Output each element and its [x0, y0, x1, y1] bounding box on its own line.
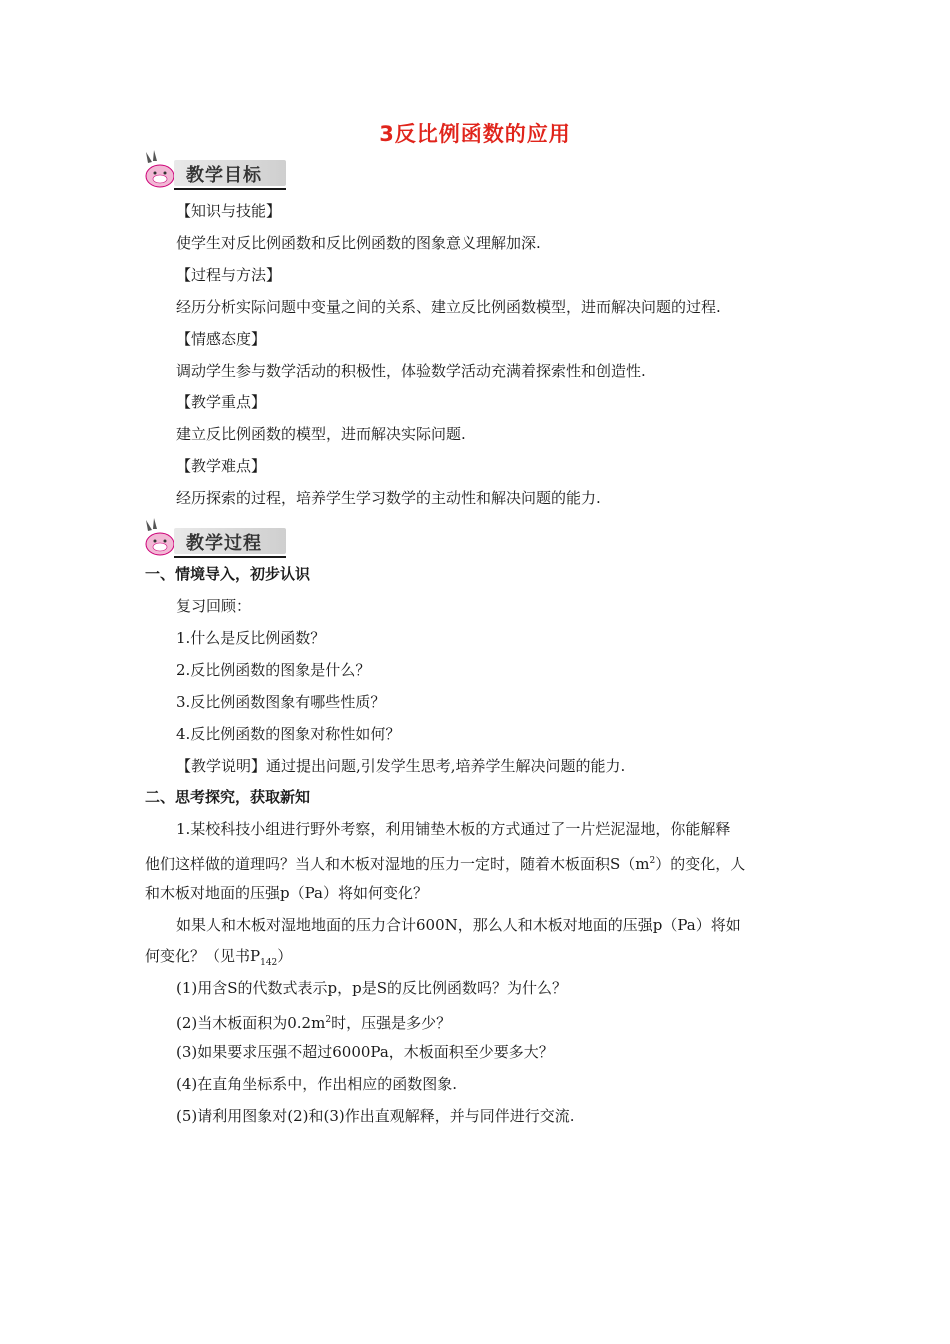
review-label: 复习回顾：	[176, 597, 252, 615]
question-item: (4)在直角坐标系中，作出相应的函数图象.	[176, 1075, 458, 1093]
goal-text: 经历分析实际问题中变量之间的关系、建立反比例函数模型，进而解决问题的过程.	[176, 298, 721, 316]
section-heading: 二、思考探究，获取新知	[145, 788, 311, 806]
goal-text: 建立反比例函数的模型，进而解决实际问题.	[176, 425, 466, 443]
page-title: 3反比例函数的应用	[379, 122, 571, 146]
question-item: (1)用含S的代数式表示p，p是S的反比例函数吗？为什么？	[176, 979, 568, 997]
review-question: 1.什么是反比例函数？	[176, 629, 326, 647]
goal-heading-knowledge: 【知识与技能】	[176, 202, 282, 220]
banner-label: 教学过程	[186, 533, 262, 554]
review-question: 2.反比例函数的图象是什么？	[176, 661, 371, 679]
teaching-note: 【教学说明】通过提出问题,引发学生思考,培养学生解决问题的能力.	[176, 757, 626, 775]
paragraph-line: 何变化？（见书$P_{142}$）	[145, 947, 293, 968]
paragraph-line: 他们这样做的道理吗？当人和木板对湿地的压力一定时，随着木板面积$S(m^2)$的变化，人	[145, 855, 746, 873]
section-heading: 一、情境导入，初步认识	[145, 565, 311, 583]
section-banner-teaching-goals	[140, 148, 290, 194]
paragraph-line: 和木板对地面的压强p（Pa）将如何变化？	[145, 884, 428, 902]
paragraph-line: 如果人和木板对湿地地面的压力合计600N，那么人和木板对地面的压强p（Pa）将如	[176, 916, 741, 934]
goal-text: 调动学生参与数学活动的积极性，体验数学活动充满着探索性和创造性.	[176, 362, 646, 380]
goal-heading-process: 【过程与方法】	[176, 266, 282, 284]
goal-heading-key-point: 【教学重点】	[176, 393, 267, 411]
goal-text: 经历探索的过程，培养学生学习数学的主动性和解决问题的能力.	[176, 489, 601, 507]
paragraph-line: 1.某校科技小组进行野外考察，利用铺垫木板的方式通过了一片烂泥湿地，你能解释	[176, 820, 731, 838]
goal-heading-difficulty: 【教学难点】	[176, 457, 267, 475]
goal-text: 使学生对反比例函数和反比例函数的图象意义理解加深.	[176, 234, 541, 252]
review-question: 4.反比例函数的图象对称性如何？	[176, 725, 401, 743]
goal-heading-attitude: 【情感态度】	[176, 330, 267, 348]
question-item: (3)如果要求压强不超过6000Pa，木板面积至少要多大？	[176, 1043, 554, 1061]
review-question: 3.反比例函数图象有哪些性质？	[176, 693, 386, 711]
question-item: (2)当木板面积为$0.2m^2$时，压强是多少？	[176, 1014, 452, 1032]
section-banner-teaching-process	[140, 516, 290, 562]
banner-label: 教学目标	[186, 165, 262, 186]
question-item: (5)请利用图象对(2)和(3)作出直观解释，并与同伴进行交流.	[176, 1107, 575, 1125]
